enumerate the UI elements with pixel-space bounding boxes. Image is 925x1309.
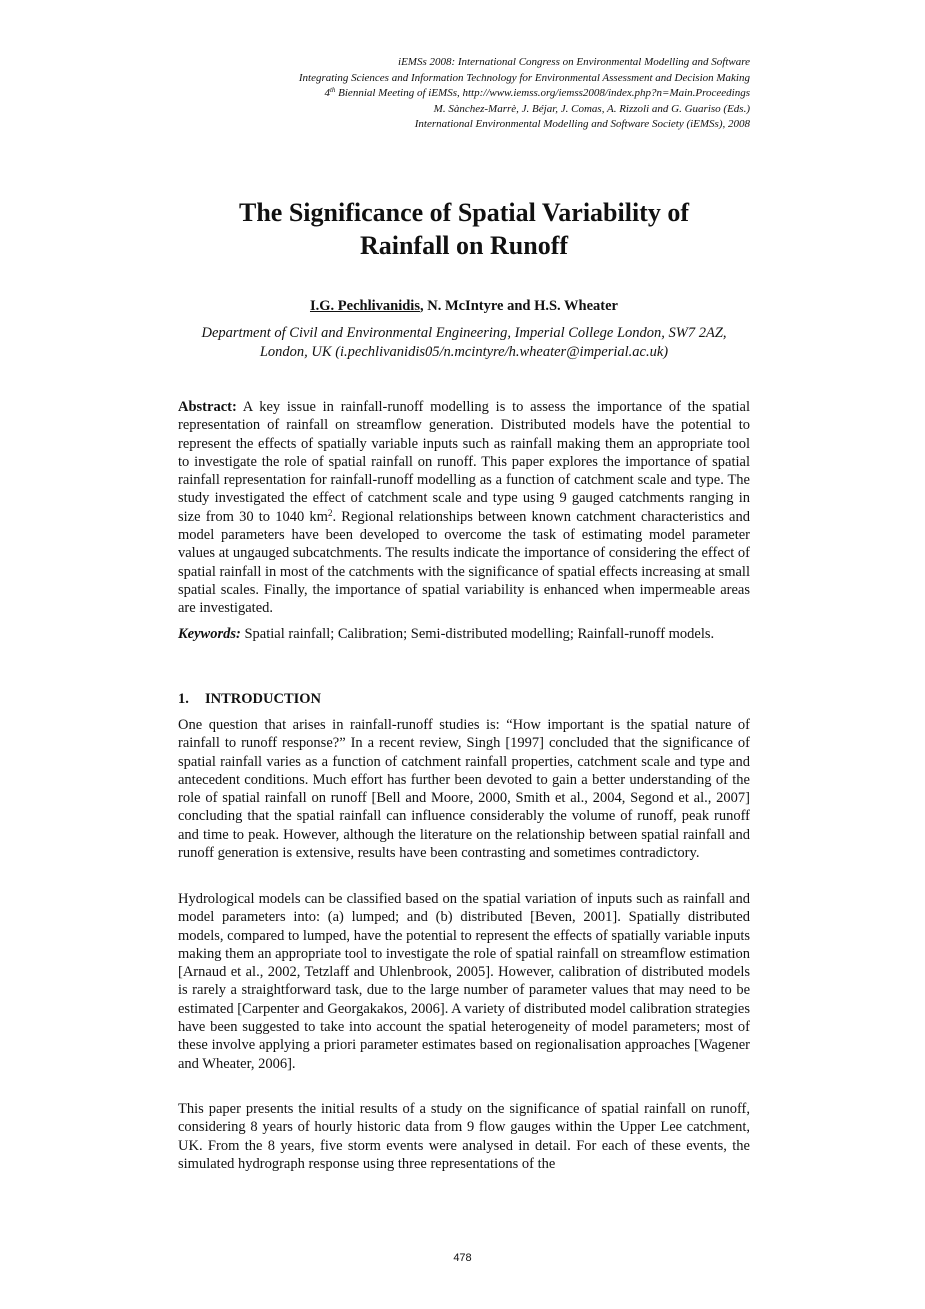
affiliation	[178, 324, 750, 362]
intro-paragraph-3	[178, 1100, 750, 1173]
section-title: INTRODUCTION	[205, 691, 322, 707]
header-meeting-text: Biennial Meeting of iEMSs, http://www.iemss.org/iemss2008/index.php?n=Main.Proceedings	[335, 87, 750, 99]
abstract-text: A key issue in rainfall-runoff modelling is to assess the importance of the spatial representation of rainfall on streamflow generation. Distributed models have the potential to represent the effects of spatially variable inputs such as rainfall making them an appropriate tool to investigate the role of spatial rainfall on runoff. This paper explores the importance of spatial rainfall representation for rainfall-runoff modelling as a function of catchment scale and type. The study investigated the effect of catchment scale and type using 9 gauged catchments ranging in size from 30 to 1040 km	[178, 399, 750, 525]
proceedings-header	[170, 55, 750, 133]
abstract-label: Abstract:	[178, 399, 237, 415]
header-line: iEMSs 2008: International Congress on Environmental Modelling and Software	[398, 56, 750, 68]
affiliation-line: Department of Civil and Environmental Engineering, Imperial College London, SW7 2AZ,	[201, 325, 727, 341]
paragraph-text: Hydrological models can be classified based on the spatial variation of inputs such as rainfall and model parameters into: (a) lumped; and (b) distributed [Beven, 2001]. Spatially distributed models, compared to lumped, have the potential to represent the effects of spatially variable inputs making them an appropriate tool to investigate the role of spatial rainfall on streamflow estimation [Arnaud et al., 2002, Tetzlaff and Uhlenbrook, 2005]. However, calibration of distributed models is rarely a straightforward task, due to the large number of parameter values that may need to be estimated [Carpenter and Georgakakos, 2006]. A variety of distributed model calibration strategies have been suggested to take into account the spatial heterogeneity of model parameters; most of these involve applying a priori parameter estimates based on regionalisation approaches [Wagener and Wheater, 2006].	[178, 891, 750, 1072]
paragraph-text: This paper presents the initial results of a study on the significance of spatial rainfall on runoff, considering 8 years of hourly historic data from 9 flow gauges within the Upper Lee catchment, UK. From the 8 years, five storm events were analysed in detail. For each of these events, the simulated hydrograph response using three representations of the	[178, 1101, 750, 1172]
paragraph-text: One question that arises in rainfall-runoff studies is: “How important is the spatial nature of rainfall to runoff response?” In a recent review, Singh [1997] concluded that the significance of spatial rainfall varies as a function of catchment rainfall properties, catchment scale and type and antecedent conditions. Much effort has further been devoted to gain a better understanding of the role of spatial rainfall on runoff [Bell and Moore, 2000, Smith et al., 2004, Segond et al., 2007] concluding that the spatial rainfall can influence considerably the volume of runoff, peak runoff and time to peak. However, although the literature on the relationship between spatial rainfall and runoff generation is extensive, results have been contrasting and sometimes contradictory.	[178, 717, 750, 862]
abstract-superscript: 2	[327, 507, 333, 518]
affiliation-line: London, UK (i.pechlivanidis05/n.mcintyre/h.wheater@imperial.ac.uk)	[259, 344, 669, 360]
paper-title	[140, 196, 788, 262]
header-line: Integrating Sciences and Information Technology for Environmental Assessment and Decision Making	[298, 71, 750, 84]
intro-paragraph-1	[178, 716, 750, 862]
keywords-text: Spatial rainfall; Calibration; Semi-distributed modelling; Rainfall-runoff models.	[240, 626, 715, 642]
presenting-author: I.G. Pechlivanidis	[309, 298, 420, 314]
page-number: 478	[453, 1252, 472, 1264]
co-authors: , N. McIntyre and H.S. Wheater	[419, 298, 618, 314]
header-line: International Environmental Modelling and Software Society (iEMSs), 2008	[414, 118, 750, 130]
section-number: 1.	[178, 691, 189, 707]
abstract-text-continued: . Regional relationships between known catchment characteristics and model parameters have been developed to overcome the task of estimating model parameter values at ungauged subcatchments. The results indicate the importance of considering the effect of spatial rainfall in most of the catchments with the significance of spatial effects increasing at small spatial scales. Finally, the importance of spatial variability is enhanced when impermeable areas are investigated.	[178, 508, 750, 617]
keywords-label: Keywords:	[178, 626, 241, 642]
header-line	[170, 86, 750, 102]
author-list	[178, 297, 750, 315]
header-ordinal: 4	[324, 87, 330, 99]
section-heading-introduction	[178, 690, 321, 708]
abstract	[178, 398, 750, 618]
keywords	[178, 625, 750, 643]
title-line: Rainfall on Runoff	[359, 231, 569, 260]
title-line: The Significance of Spatial Variability of	[239, 198, 689, 227]
header-line: M. Sànchez-Marrè, J. Béjar, J. Comas, A. Rizzoli and G. Guariso (Eds.)	[433, 102, 750, 115]
header-ordinal-suffix: th	[329, 86, 336, 94]
intro-paragraph-2	[178, 890, 750, 1073]
